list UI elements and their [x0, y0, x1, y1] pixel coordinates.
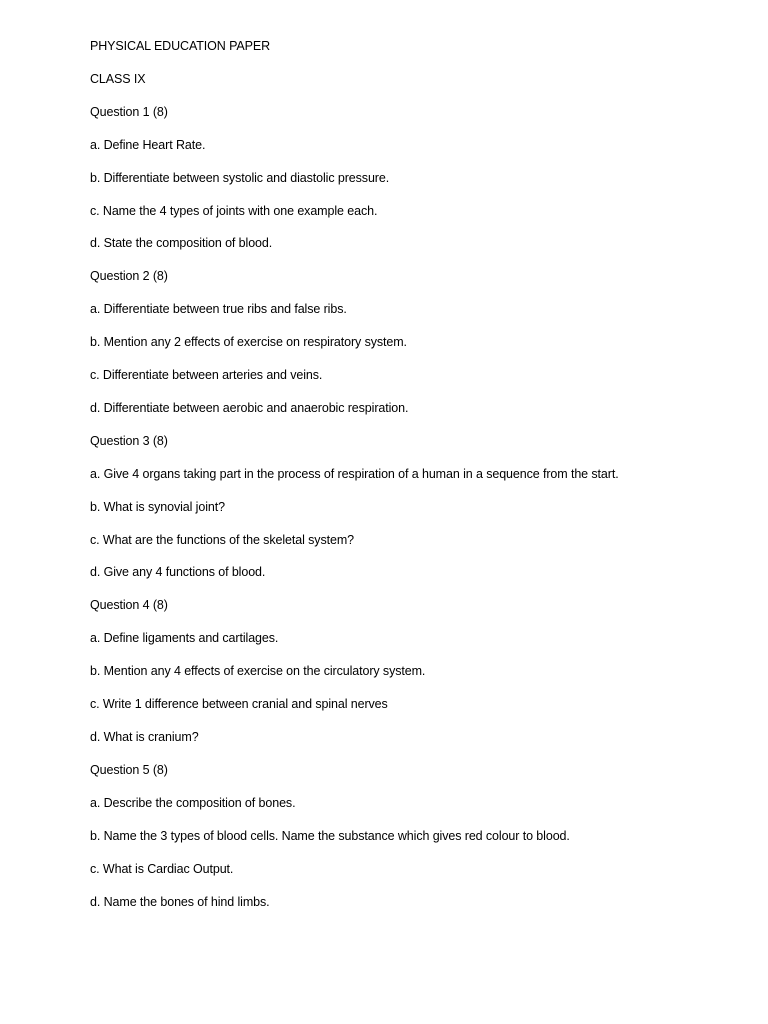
question-2-item-d: d. Differentiate between aerobic and anaerobic respiration. — [90, 401, 409, 415]
question-5-heading: Question 5 (8) — [90, 763, 168, 777]
question-3-item-c: c. What are the functions of the skeletal system? — [90, 533, 354, 547]
document-title: PHYSICAL EDUCATION PAPER — [90, 39, 271, 53]
question-1-heading: Question 1 (8) — [90, 105, 168, 119]
class-label: CLASS IX — [90, 72, 146, 86]
question-4-item-a: a. Define ligaments and cartilages. — [90, 631, 279, 645]
question-2-item-c: c. Differentiate between arteries and veins. — [90, 368, 323, 382]
question-4-item-b: b. Mention any 4 effects of exercise on the circulatory system. — [90, 664, 426, 678]
question-5-item-c: c. What is Cardiac Output. — [90, 862, 234, 876]
question-3-item-d: d. Give any 4 functions of blood. — [90, 565, 266, 579]
question-2-item-b: b. Mention any 2 effects of exercise on respiratory system. — [90, 335, 407, 349]
question-3-item-b: b. What is synovial joint? — [90, 500, 225, 514]
question-1-item-b: b. Differentiate between systolic and diastolic pressure. — [90, 171, 390, 185]
question-5-item-d: d. Name the bones of hind limbs. — [90, 895, 270, 909]
question-5-item-b: b. Name the 3 types of blood cells. Name the substance which gives red colour to blood. — [90, 829, 570, 843]
question-5-item-a: a. Describe the composition of bones. — [90, 796, 296, 810]
question-3-heading: Question 3 (8) — [90, 434, 168, 448]
question-4-item-c: c. Write 1 difference between cranial and spinal nerves — [90, 697, 388, 711]
question-2-item-a: a. Differentiate between true ribs and false ribs. — [90, 302, 347, 316]
question-4-heading: Question 4 (8) — [90, 598, 168, 612]
question-1-item-d: d. State the composition of blood. — [90, 236, 273, 250]
question-2-heading: Question 2 (8) — [90, 269, 168, 283]
question-3-item-a: a. Give 4 organs taking part in the process of respiration of a human in a sequence from the start. — [90, 467, 619, 481]
question-1-item-c: c. Name the 4 types of joints with one example each. — [90, 204, 378, 218]
question-1-item-a: a. Define Heart Rate. — [90, 138, 206, 152]
question-4-item-d: d. What is cranium? — [90, 730, 199, 744]
